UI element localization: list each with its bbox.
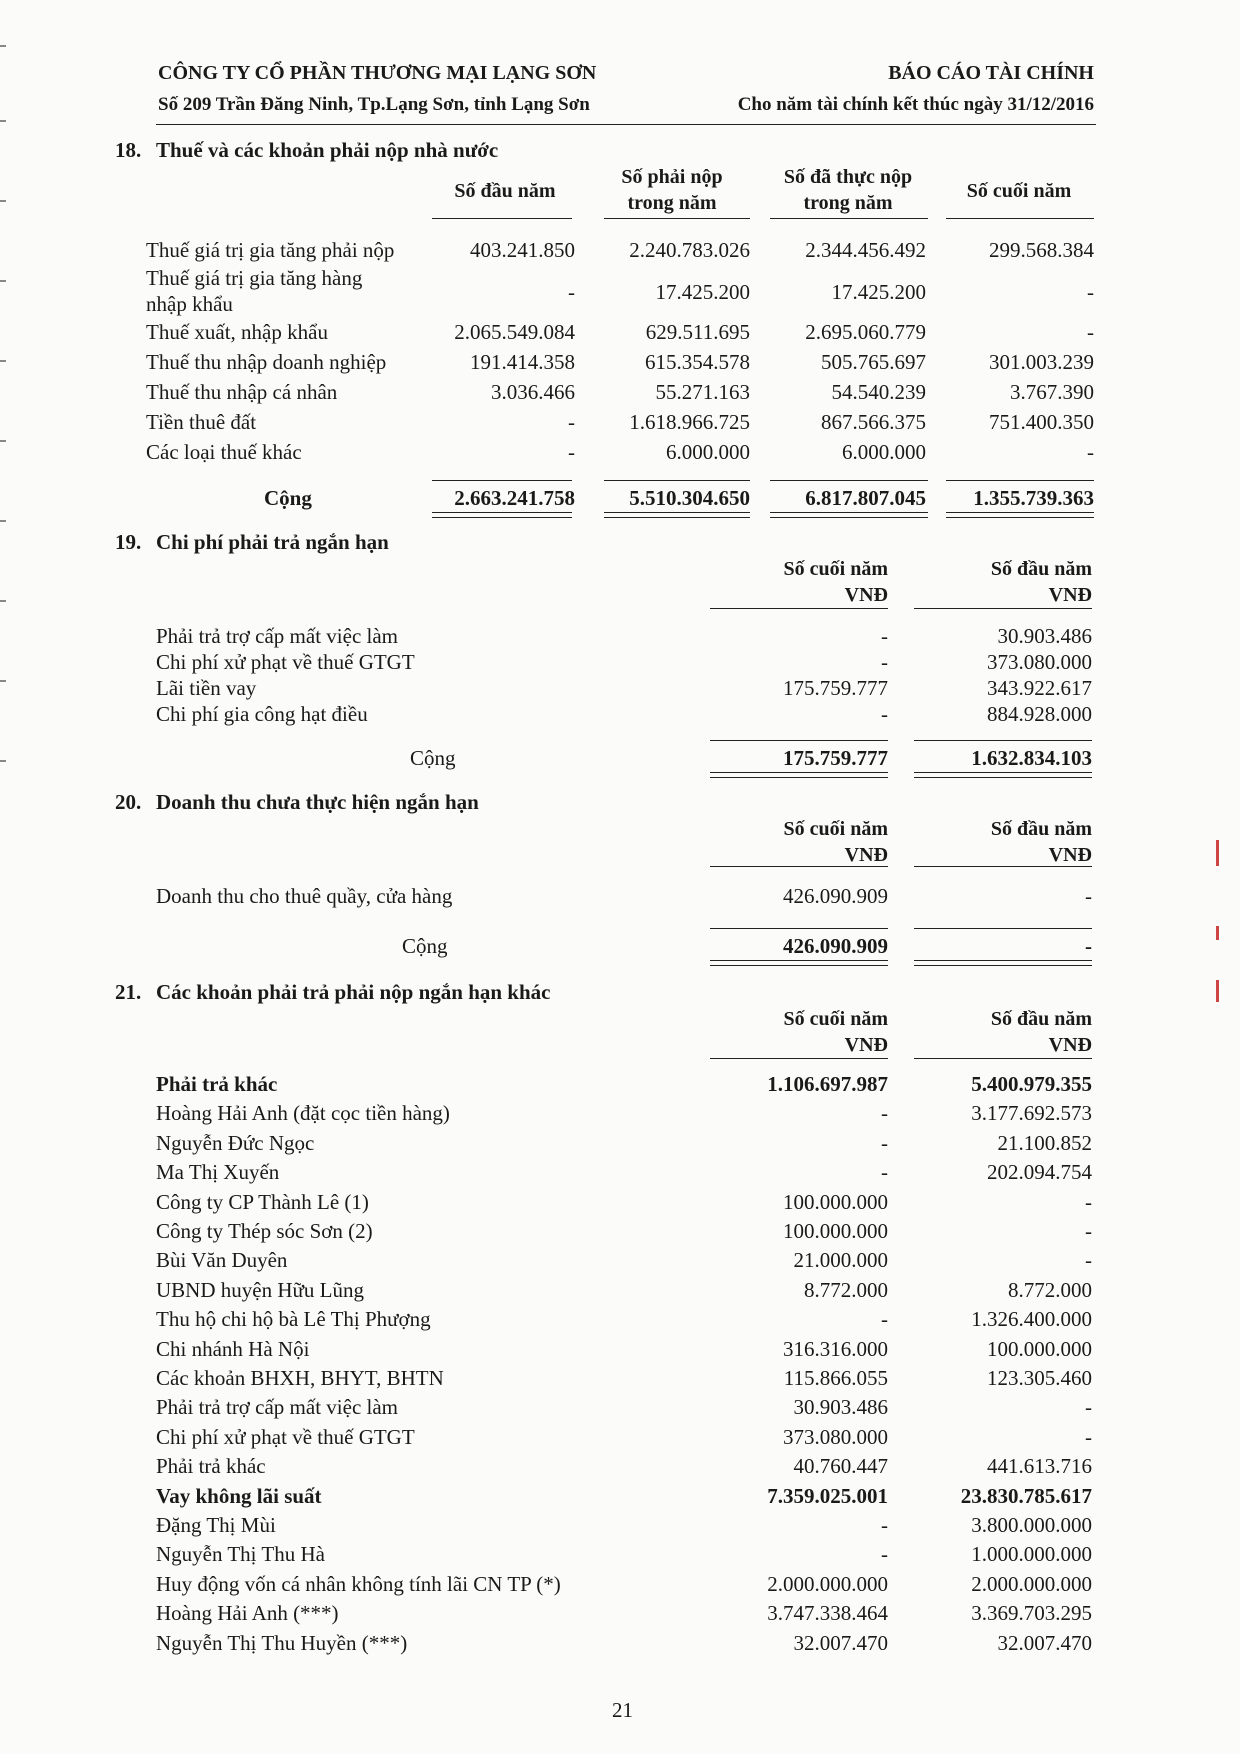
s21-row-label: Chi phí xử phạt về thuế GTGT [156,1425,415,1449]
s19-row-label: Chi phí gia công hạt điều [156,702,368,726]
s18-row-c3: 17.425.200 [831,280,926,304]
s18-row-c4: - [1087,280,1094,304]
s21-row-label: Công ty CP Thành Lê (1) [156,1190,369,1214]
s20-total-c1: 426.090.909 [783,934,888,958]
scan-mark [1216,980,1219,1002]
s19-number: 19. [115,530,142,554]
s21-col-closing-unit: VNĐ [844,1034,888,1056]
s19-col-opening: Số đầu năm [990,558,1092,580]
s18-col-payable-1: Số phải nộp [621,166,723,188]
s19-row-c2: 373.080.000 [987,650,1092,674]
s18-row-c1: 3.036.466 [491,380,575,404]
s20-col-opening-unit: VNĐ [1048,844,1092,866]
s18-row-c4: 299.568.384 [989,238,1094,262]
s21-row-c2: 1.000.000.000 [971,1542,1092,1566]
s18-row-c2: 1.618.966.725 [629,410,750,434]
s18-row-c3: 54.540.239 [831,380,926,404]
s21-row-label: Nguyễn Đức Ngọc [156,1131,315,1155]
s20-col-closing-unit: VNĐ [844,844,888,866]
s21-row-c2: 3.177.692.573 [971,1101,1092,1125]
s18-total-rule [770,480,928,481]
s19-title: Chi phí phải trả ngắn hạn [156,530,389,554]
s19-col-closing-unit: VNĐ [844,584,888,606]
s18-title: Thuế và các khoản phải nộp nhà nước [156,138,499,162]
s21-row-c1: 3.747.338.464 [767,1601,888,1625]
s18-total-c2: 5.510.304.650 [629,486,750,510]
s19-total-c2: 1.632.834.103 [971,746,1092,770]
s18-col-opening: Số đầu năm [454,180,556,202]
s19-row-c1: 175.759.777 [783,676,888,700]
s18-total-double-rule [604,512,750,518]
s20-row-label: Doanh thu cho thuê quầy, cửa hàng [156,884,453,908]
company-name: CÔNG TY CỔ PHẦN THƯƠNG MẠI LẠNG SƠN [158,62,597,84]
s18-row-c3: 867.566.375 [821,410,926,434]
s21-row-label: Chi nhánh Hà Nội [156,1337,310,1361]
s18-row-c2: 629.511.695 [645,320,750,344]
scan-mark [0,760,6,762]
s18-row-c2: 615.354.578 [645,350,750,374]
s19-row-c1: - [881,702,888,726]
s21-row-label: Nguyễn Thị Thu Hà [156,1542,325,1566]
s18-row-label: Thuế thu nhập doanh nghiệp [146,350,387,374]
s18-total-rule [432,480,572,481]
s18-row-label: Thuế thu nhập cá nhân [146,380,338,404]
s21-title: Các khoản phải trả phải nộp ngắn hạn khác [156,980,551,1004]
s18-total-double-rule [770,512,928,518]
scan-mark [0,680,6,682]
s18-row-c4: 301.003.239 [989,350,1094,374]
s21-row-label: Nguyễn Thị Thu Huyền (***) [156,1631,408,1655]
s20-col-rule [914,866,1092,867]
s21-row-label: Thu hộ chi hộ bà Lê Thị Phượng [156,1307,431,1331]
s21-row-c1: 30.903.486 [793,1395,888,1419]
s18-col-paid-2: trong năm [803,192,893,214]
s21-col-opening: Số đầu năm [990,1008,1092,1030]
s21-row-c1: - [881,1160,888,1184]
s18-row-c1: 191.414.358 [470,350,575,374]
s18-row-c1: 403.241.850 [470,238,575,262]
s20-total-label: Cộng [402,934,448,958]
s18-row-label: Tiền thuê đất [146,410,257,434]
s21-row-c1: 8.772.000 [804,1278,888,1302]
scan-mark [0,440,6,442]
s21-row-c2: 2.000.000.000 [971,1572,1092,1596]
s18-row-c4: - [1087,440,1094,464]
scan-mark [0,280,6,282]
s19-col-closing: Số cuối năm [783,558,888,580]
scan-mark [0,520,6,522]
s18-row-c2: 2.240.783.026 [629,238,750,262]
s21-row-c2: 441.613.716 [987,1454,1092,1478]
s18-row-label: Thuế giá trị gia tăng hàng [146,266,363,290]
s20-col-rule [710,866,888,867]
s18-total-label: Cộng [264,486,312,510]
scan-mark [1216,926,1219,940]
s20-number: 20. [115,790,142,814]
s18-col-paid-1: Số đã thực nộp [783,166,913,188]
s18-row-c1: - [568,280,575,304]
s19-total-double-rule [710,772,888,778]
s18-col-rule [604,218,750,219]
s21-number: 21. [115,980,142,1004]
s21-row-c1: - [881,1101,888,1125]
s18-col-rule [432,218,572,219]
s20-row-c2: - [1085,884,1092,908]
s21-row-c2: 123.305.460 [987,1366,1092,1390]
s19-row-label: Chi phí xử phạt về thuế GTGT [156,650,415,674]
s21-row-label: Đặng Thị Mùi [156,1513,276,1537]
s20-total-double-rule [914,960,1092,966]
s21-row-c1: - [881,1131,888,1155]
s21-row-c1: 7.359.025.001 [767,1484,888,1508]
s21-row-c2: 21.100.852 [997,1131,1092,1155]
s20-row-c1: 426.090.909 [783,884,888,908]
s21-row-c1: - [881,1513,888,1537]
s21-row-c1: - [881,1307,888,1331]
s19-total-rule [914,740,1092,741]
s21-col-closing: Số cuối năm [783,1008,888,1030]
s18-row-c3: 2.344.456.492 [805,238,926,262]
s18-col-rule [946,218,1094,219]
s21-row-label: Phải trả trợ cấp mất việc làm [156,1395,399,1419]
s21-row-label: Ma Thị Xuyến [156,1160,280,1184]
s18-col-rule [770,218,928,219]
s21-row-c2: 3.369.703.295 [971,1601,1092,1625]
s21-row-c1: 100.000.000 [783,1219,888,1243]
s21-row-label: Bùi Văn Duyên [156,1248,288,1272]
scan-mark [1216,840,1219,866]
s19-total-double-rule [914,772,1092,778]
s19-total-rule [710,740,888,741]
scan-mark [0,360,6,362]
s21-row-label: Hoàng Hải Anh (đặt cọc tiền hàng) [156,1101,450,1125]
s21-row-c2: 5.400.979.355 [971,1072,1092,1096]
s18-row-c4: 751.400.350 [989,410,1094,434]
s21-row-c1: 32.007.470 [793,1631,888,1655]
s18-row-c1: - [568,410,575,434]
scan-mark [0,120,6,122]
s21-row-label: Huy động vốn cá nhân không tính lãi CN TP (*) [156,1572,561,1596]
s18-total-c1: 2.663.241.758 [454,486,575,510]
s21-row-c1: 373.080.000 [783,1425,888,1449]
scan-mark [0,600,6,602]
s18-row-label: Các loại thuế khác [146,440,302,464]
s18-total-rule [604,480,750,481]
s19-row-label: Lãi tiền vay [156,676,257,700]
s20-title: Doanh thu chưa thực hiện ngắn hạn [156,790,479,814]
s18-row-c3: 505.765.697 [821,350,926,374]
s21-row-c2: 1.326.400.000 [971,1307,1092,1331]
s19-row-c2: 343.922.617 [987,676,1092,700]
report-period: Cho năm tài chính kết thúc ngày 31/12/2016 [737,94,1094,115]
s21-row-c1: - [881,1542,888,1566]
s18-col-closing: Số cuối năm [966,180,1072,202]
s21-col-opening-unit: VNĐ [1048,1034,1092,1056]
s19-total-c1: 175.759.777 [783,746,888,770]
s18-col-payable-2: trong năm [627,192,717,214]
s18-total-rule [946,480,1094,481]
s19-total-label: Cộng [410,746,456,770]
scan-mark [0,45,6,47]
s18-row-label: Thuế xuất, nhập khẩu [146,320,328,344]
company-address: Số 209 Trần Đăng Ninh, Tp.Lạng Sơn, tỉnh Lạng Sơn [158,94,590,115]
s21-row-c2: 23.830.785.617 [960,1484,1092,1508]
s20-total-rule [710,928,888,929]
s21-row-label: Phải trả khác [156,1072,278,1096]
s21-row-c2: - [1085,1395,1092,1419]
s18-row-c3: 2.695.060.779 [805,320,926,344]
s21-row-c2: - [1085,1190,1092,1214]
s21-row-c2: 8.772.000 [1008,1278,1092,1302]
s18-total-double-rule [432,512,572,518]
s18-row-c2: 6.000.000 [666,440,750,464]
s21-col-rule [914,1058,1092,1059]
s21-row-c1: 2.000.000.000 [767,1572,888,1596]
s19-col-rule [710,608,888,609]
s18-row-label: Thuế giá trị gia tăng phải nộp [146,238,395,262]
s21-col-rule [710,1058,888,1059]
s20-total-double-rule [710,960,888,966]
s18-total-c3: 6.817.807.045 [805,486,926,510]
s18-row-c1: 2.065.549.084 [454,320,575,344]
s19-row-c1: - [881,624,888,648]
s21-row-c2: - [1085,1425,1092,1449]
s21-row-label: Phải trả khác [156,1454,266,1478]
s19-col-opening-unit: VNĐ [1048,584,1092,606]
s19-col-rule [914,608,1092,609]
s19-row-c1: - [881,650,888,674]
s19-row-label: Phải trả trợ cấp mất việc làm [156,624,399,648]
s21-row-label: Vay không lãi suất [156,1484,322,1508]
s21-row-c2: 202.094.754 [987,1160,1092,1184]
s18-row-label-cont: nhập khẩu [146,292,233,316]
s21-row-label: UBND huyện Hữu Lũng [156,1278,364,1302]
page-number: 21 [612,1698,633,1722]
s18-row-c2: 55.271.163 [655,380,750,404]
s21-row-c2: 100.000.000 [987,1337,1092,1361]
s21-row-c2: - [1085,1248,1092,1272]
s18-row-c2: 17.425.200 [655,280,750,304]
s21-row-c1: 21.000.000 [793,1248,888,1272]
header-rule [156,124,1096,125]
s21-row-label: Các khoản BHXH, BHYT, BHTN [156,1366,444,1390]
s18-row-c4: 3.767.390 [1010,380,1094,404]
s21-row-c1: 100.000.000 [783,1190,888,1214]
s18-total-c4: 1.355.739.363 [973,486,1094,510]
s18-total-double-rule [946,512,1094,518]
s21-row-c2: 3.800.000.000 [971,1513,1092,1537]
s18-number: 18. [115,138,142,162]
s21-row-label: Công ty Thép sóc Sơn (2) [156,1219,373,1243]
s20-total-rule [914,928,1092,929]
s18-row-c4: - [1087,320,1094,344]
report-title: BÁO CÁO TÀI CHÍNH [888,62,1094,84]
s19-row-c2: 884.928.000 [987,702,1092,726]
s21-row-c2: 32.007.470 [997,1631,1092,1655]
s19-row-c2: 30.903.486 [997,624,1092,648]
s21-row-c1: 115.866.055 [783,1366,888,1390]
s21-row-label: Hoàng Hải Anh (***) [156,1601,339,1625]
s18-row-c3: 6.000.000 [842,440,926,464]
s20-col-opening: Số đầu năm [990,818,1092,840]
s21-row-c1: 1.106.697.987 [767,1072,888,1096]
s20-total-c2: - [1085,934,1092,958]
s21-row-c1: 40.760.447 [793,1454,888,1478]
s18-row-c1: - [568,440,575,464]
scan-mark [0,200,6,202]
s20-col-closing: Số cuối năm [783,818,888,840]
s21-row-c1: 316.316.000 [783,1337,888,1361]
s21-row-c2: - [1085,1219,1092,1243]
